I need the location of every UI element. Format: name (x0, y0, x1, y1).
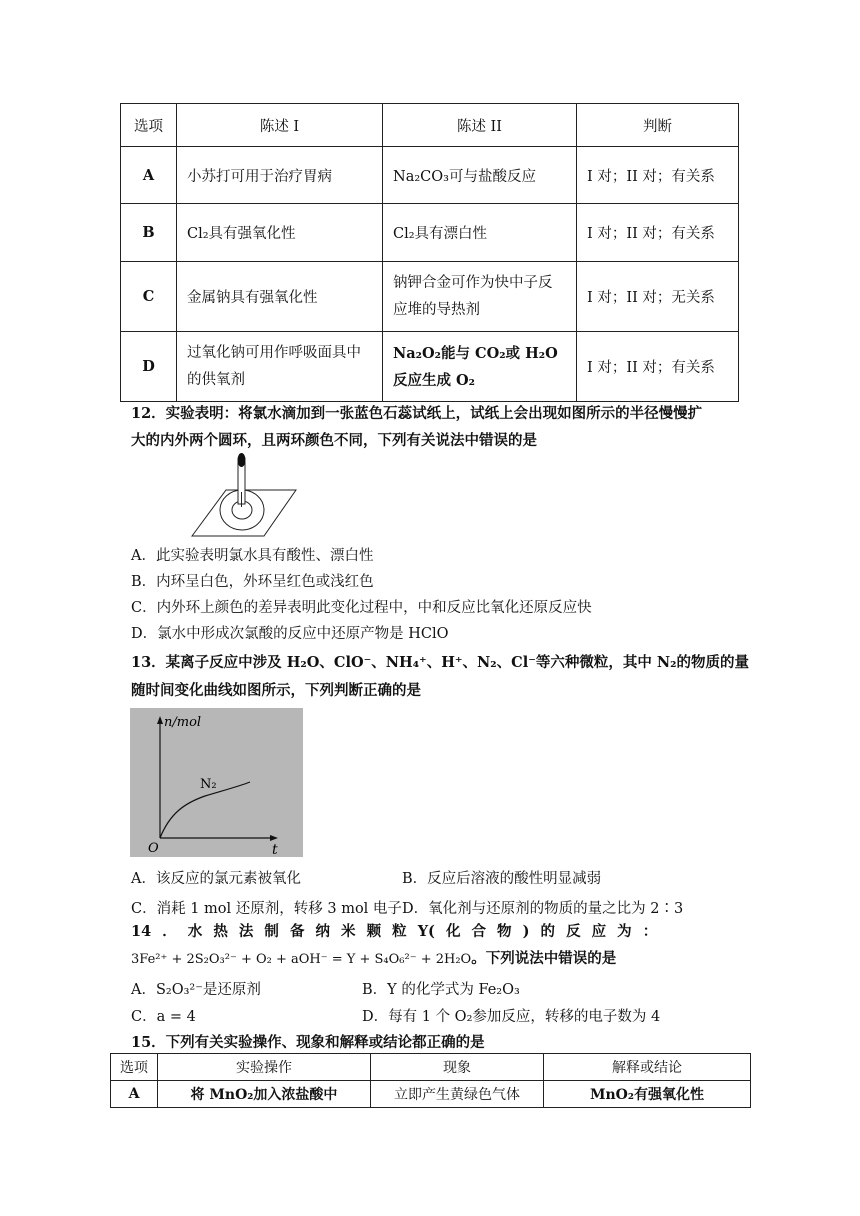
row-statement1: Cl₂具有强氧化性 (177, 204, 383, 262)
experiment-table (110, 1053, 751, 1108)
table-row (111, 1081, 751, 1108)
origin-label: O (148, 841, 159, 856)
row-statement1: 小苏打可用于治疗胃病 (177, 147, 383, 204)
q14-option-b: B．Y 的化学式为 Fe₂O₃ (362, 982, 520, 998)
row-statement2: Na₂CO₃可与盐酸反应 (383, 147, 577, 204)
table-row (121, 262, 739, 332)
q13-stem-line2: 随时间变化曲线如图所示，下列判断正确的是 (131, 682, 421, 699)
row-option: A (111, 1081, 158, 1108)
row-statement2: 钠钾合金可作为快中子反应堆的导热剂 (383, 262, 577, 332)
statement-table (120, 103, 739, 402)
table-row (121, 147, 739, 204)
row-statement2: Cl₂具有漂白性 (383, 204, 577, 262)
q14-stem-tail: 。下列说法中错误的是 (471, 950, 617, 967)
table-header-row (111, 1054, 751, 1081)
header-option: 选项 (111, 1054, 158, 1081)
row-option: C (121, 262, 177, 332)
header-operation: 实验操作 (158, 1054, 371, 1081)
q13-option-c: C．消耗 1 mol 还原剂，转移 3 mol 电子 (131, 901, 402, 917)
q14-option-c: C．a = 4 (131, 1009, 196, 1025)
row-statement1: 金属钠具有强氧化性 (177, 262, 383, 332)
row-statement2: Na₂O₂能与 CO₂或 H₂O 反应生成 O₂ (383, 332, 577, 402)
row-operation: 将 MnO₂加入浓盐酸中 (158, 1081, 371, 1108)
row-option: B (121, 204, 177, 262)
table-row (121, 204, 739, 262)
q12-stem-line2: 大的内外两个圆环，且两环颜色不同，下列有关说法中错误的是 (131, 432, 537, 449)
x-axis-label: t (272, 842, 278, 857)
q14-equation-line (131, 947, 616, 968)
row-judgement: I 对；II 对；无关系 (577, 262, 739, 332)
q13-option-d: D．氧化剂与还原剂的物质的量之比为 2∶3 (402, 901, 684, 917)
row-option: D (121, 332, 177, 402)
q14-equation: 3Fe²⁺ + 2S₂O₃²⁻ + O₂ + aOH⁻ = Y + S₄O₆²⁻ + 2H₂O (131, 952, 472, 967)
row-option: A (121, 147, 177, 204)
q13-option-b: B．反应后溶液的酸性明显减弱 (402, 871, 602, 887)
table-header-row (121, 104, 739, 147)
row-statement1: 过氧化钠可用作呼吸面具中的供氧剂 (177, 332, 383, 402)
row-phenomenon: 立即产生黄绿色气体 (371, 1081, 544, 1108)
header-judgement: 判断 (577, 104, 739, 147)
litmus-paper-figure (190, 452, 300, 540)
q13-option-a: A．该反应的氯元素被氧化 (131, 871, 301, 887)
row-conclusion: MnO₂有强氧化性 (544, 1081, 751, 1108)
row-judgement: I 对；II 对；有关系 (577, 332, 739, 402)
table-row (121, 332, 739, 402)
q14-option-a: A．S₂O₃²⁻是还原剂 (131, 982, 261, 998)
row-judgement: I 对；II 对；有关系 (577, 147, 739, 204)
header-phenomenon: 现象 (371, 1054, 544, 1081)
dropper-bulb (238, 453, 246, 467)
q12-option-a: A．此实验表明氯水具有酸性、漂白性 (131, 548, 374, 564)
n2-time-graph (130, 708, 303, 857)
q14-stem-line1: 14 ． 水 热 法 制 备 纳 米 颗 粒 Y( 化 合 物 ) 的 反 应 为 ： (131, 923, 658, 940)
q12-stem-line1: 12．实验表明：将氯水滴加到一张蓝色石蕊试纸上，试纸上会出现如图所示的半径慢慢扩 (131, 405, 703, 422)
header-option: 选项 (121, 104, 177, 147)
curve-label: N₂ (200, 777, 217, 792)
q12-option-c: C．内外环上颜色的差异表明此变化过程中，中和反应比氧化还原反应快 (131, 600, 592, 616)
q12-option-d: D．氯水中形成次氯酸的反应中还原产物是 HClO (131, 626, 449, 642)
q14-option-d: D．每有 1 个 O₂参加反应，转移的电子数为 4 (362, 1009, 661, 1025)
q15-stem: 15．下列有关实验操作、现象和解释或结论都正确的是 (131, 1034, 485, 1051)
q13-stem-line1: 13．某离子反应中涉及 H₂O、ClO⁻、NH₄⁺、H⁺、N₂、Cl⁻等六种微粒，其中 N₂的物质的量 (131, 654, 750, 671)
header-conclusion: 解释或结论 (544, 1054, 751, 1081)
header-statement2: 陈述 II (383, 104, 577, 147)
y-axis-label: n/mol (164, 715, 202, 730)
header-statement1: 陈述 I (177, 104, 383, 147)
row-judgement: I 对；II 对；有关系 (577, 204, 739, 262)
q12-option-b: B．内环呈白色，外环呈红色或浅红色 (131, 574, 374, 590)
